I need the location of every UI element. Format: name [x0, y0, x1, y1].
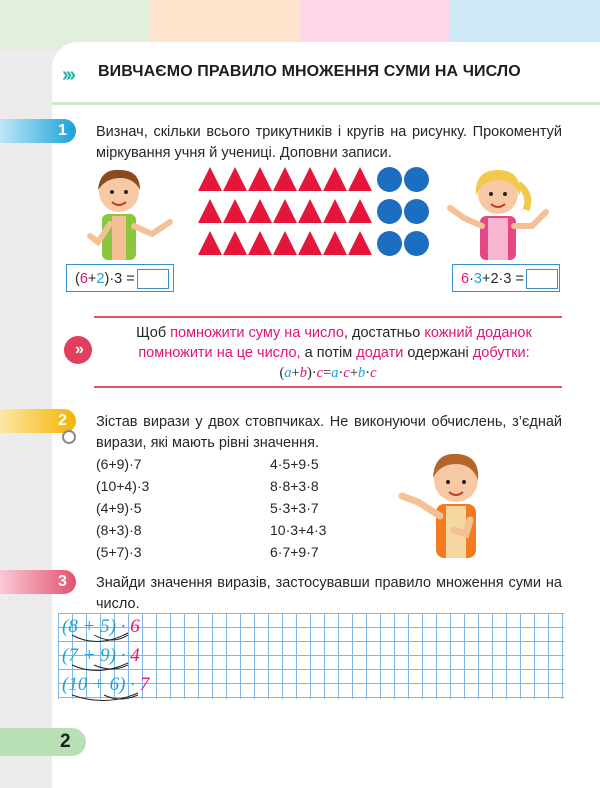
left-expression[interactable]: (5+7)·3 — [96, 544, 142, 560]
rule-highlight: помножити суму на число — [170, 325, 344, 341]
title-divider — [52, 102, 600, 105]
answer-blank[interactable] — [526, 269, 558, 289]
rule-formula-var: c — [370, 365, 377, 381]
rule-formula — [94, 365, 562, 382]
rule-formula-part: + — [291, 365, 300, 381]
formula-rest: ·3 = — [109, 271, 135, 287]
rule-formula-part: ) — [306, 365, 312, 381]
rule-icon: » — [64, 336, 92, 364]
boy-pointing-illustration — [396, 450, 506, 558]
right-expression[interactable]: 10·3+4·3 — [270, 522, 327, 538]
lesson-title: ВИВЧАЄМО ПРАВИЛО МНОЖЕННЯ СУМИ НА ЧИСЛО — [98, 63, 521, 80]
task-3-text: Знайди значення виразів, застосувавши правило множення суми на число. — [96, 575, 562, 612]
rule-text-part: одержані — [403, 345, 473, 361]
task-2-number: 2 — [58, 412, 67, 429]
double-chevron-icon: ››› — [62, 64, 73, 86]
rule-formula-part: · — [338, 365, 344, 381]
hw-multiplier: 7 — [139, 674, 150, 695]
task-3-number: 3 — [58, 573, 67, 590]
rule-highlight: додати — [356, 345, 404, 361]
task-1-number: 1 — [58, 122, 67, 139]
rule-formula-var: a — [284, 365, 292, 381]
circle — [377, 231, 402, 256]
rule-box — [94, 316, 562, 388]
formula-paren: ( — [75, 271, 80, 287]
hw-expr: (10 + 6) · — [62, 674, 135, 695]
hw-multiplier: 4 — [130, 645, 140, 666]
rule-formula-part: ( — [279, 365, 285, 381]
page-number-tab — [0, 728, 86, 756]
circle — [404, 231, 429, 256]
task-1-text: Визнач, скільки всього трикутників і кругів на рисунку. Прокоментуй міркування учня й учениці. Доповни записи. — [96, 124, 562, 161]
rule-formula-var: c — [343, 365, 350, 381]
right-expression[interactable]: 4·5+9·5 — [270, 456, 319, 472]
rule-text — [114, 323, 554, 363]
hw-expr: (7 + 9) · — [62, 645, 126, 666]
rule-formula-part: = — [323, 365, 332, 381]
right-expression[interactable]: 5·3+3·7 — [270, 500, 319, 516]
formula-paren: ) — [104, 271, 110, 287]
girl-illustration — [446, 164, 554, 260]
rule-formula-var: c — [316, 365, 324, 381]
magnifier-icon — [62, 430, 76, 444]
girl-formula-box — [452, 264, 560, 292]
boy-formula-box — [66, 264, 174, 292]
circle — [377, 167, 402, 192]
hw-multiplier: 6 — [130, 616, 140, 637]
rule-text-part: Щоб — [136, 325, 171, 341]
rule-text-part: , достатньо — [343, 325, 425, 341]
boy-illustration — [80, 164, 180, 260]
rule-highlight: кожний доданок помножити на це число, — [138, 325, 532, 361]
formula-operator: · — [469, 271, 474, 287]
circle — [404, 199, 429, 224]
rule-text-part: а потім — [300, 345, 357, 361]
rule-formula-var: b — [358, 365, 366, 381]
rule-formula-part: + — [349, 365, 359, 381]
circle — [377, 199, 402, 224]
rule-highlight: добутки: — [472, 345, 530, 361]
rule-formula-part: · — [365, 365, 371, 381]
right-expression[interactable]: 6·7+9·7 — [270, 544, 319, 560]
rule-formula-part: · — [311, 365, 317, 381]
rule-formula-var: a — [331, 365, 339, 381]
task-2-text: Зістав вирази у двох стовпчиках. Не виконуючи обчислень, з’єднай вирази, які мають рівні значення. — [96, 414, 562, 451]
formula-term: 3 — [473, 271, 482, 287]
rule-formula-var: b — [299, 365, 307, 381]
left-expression[interactable]: (10+4)·3 — [96, 478, 150, 494]
formula-term: 6 — [79, 271, 88, 287]
handwritten-expression — [62, 645, 140, 667]
formula-rest: +2·3 = — [482, 271, 524, 287]
left-expression[interactable]: (8+3)·8 — [96, 522, 142, 538]
page-number: 2 — [60, 731, 71, 752]
right-expression[interactable]: 8·8+3·8 — [270, 478, 319, 494]
formula-term: 6 — [461, 271, 470, 287]
formula-term: 2 — [96, 271, 105, 287]
left-expression[interactable]: (4+9)·5 — [96, 500, 142, 516]
hw-expr: (8 + 5) · — [62, 616, 126, 637]
formula-operator: + — [87, 271, 97, 287]
circle — [404, 167, 429, 192]
left-expression[interactable]: (6+9)·7 — [96, 456, 142, 472]
answer-blank[interactable] — [137, 269, 169, 289]
handwritten-expression — [62, 616, 140, 638]
triangles-group — [198, 167, 374, 257]
handwritten-expression — [62, 674, 149, 696]
lesson-header — [52, 42, 600, 104]
